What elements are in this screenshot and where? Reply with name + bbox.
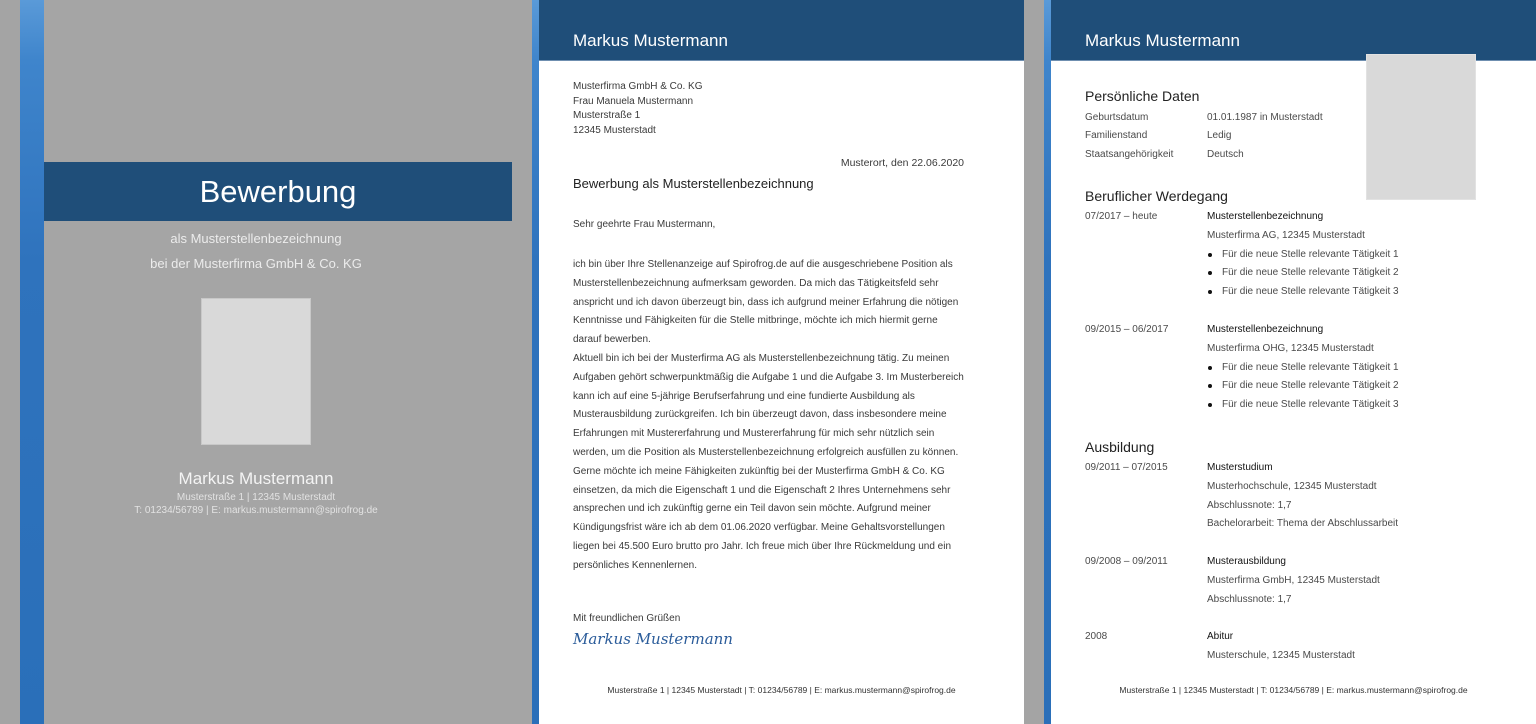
cover-title: Bewerbung <box>44 162 512 221</box>
bullet-text: Für die neue Stelle relevante Tätigkeit 1 <box>1222 248 1399 260</box>
letter-closing: Mit freundlichen Grüßen <box>573 613 681 624</box>
entry-employer: Musterfirma AG, 12345 Musterstadt <box>1207 229 1365 241</box>
letter-paragraph: ich bin über Ihre Stellenanzeige auf Spirofrog.de auf die ausgeschriebene Position als Musterstellenbezeichnung aufmerksam geworden. Da mich das Tätigkeitsfeld sehr anspricht und ich davon überzeugt bin, dass ich aufgrund meiner Erfahrung die nötigen Kenntnisse und Fähigkeiten für die Stelle mitbringe, möchte ich mich hiermit gerne darauf bewerben. <box>573 259 959 346</box>
section-title-career: Beruflicher Werdegang <box>1085 188 1228 204</box>
letter-salutation: Sehr geehrte Frau Mustermann, <box>573 219 716 230</box>
letter-footer: Musterstraße 1 | 12345 Musterstadt | T: 01234/56789 | E: markus.mustermann@spirofrog.de <box>607 685 956 695</box>
letter-paragraph: Gerne möchte ich meine Fähigkeiten zukünftig bei der Musterfirma GmbH & Co. KG einsetzen, da mich die Eigenschaft 1 und die Eigenschaft 2 Ihres Unternehmens sehr ansprechen und ich zukünftig gerne ein Teil davon sein möchte. Aufgrund meiner Kündigungsfrist wäre ich ab dem 01.06.2020 verfügbar. Meine Gehaltsvorstellungen liegen bei 45.500 Euro brutto pro Jahr. Ich freue mich über Ihre Rückmeldung und ein persönliches Kennenlernen. <box>573 465 952 571</box>
entry-title: Abitur <box>1207 631 1234 642</box>
cover-page[interactable] <box>44 0 532 724</box>
personal-label: Geburtsdatum <box>1085 112 1149 123</box>
personal-label: Familienstand <box>1085 130 1148 141</box>
letter-paragraph: Aktuell bin ich bei der Musterfirma AG als Musterstellenbezeichnung tätig. Zu meinen Aufgaben gehört schwerpunktmäßig die Aufgabe 1 und die Aufgabe 3. Im Musterbereich kann ich auf eine 5-jährige Berufserfahrung und eine fundierte Ausbildung als Musterausbildung zurückgreifen. Ich bin überzeugt davon, dass insbesondere meine Erfahrungen mit Mustererfahrung und Mustererfahrung für mich sehr nützlich sein werden, um die Position als Musterstellenbezeichnung erfolgreich ausfüllen zu können. <box>573 352 964 458</box>
entry-title: Musterstellenbezeichnung <box>1207 211 1324 222</box>
entry-line: Abschlussnote: 1,7 <box>1207 593 1292 605</box>
entry-title: Musterausbildung <box>1207 556 1286 567</box>
letter-header <box>539 0 1024 61</box>
letter-date: Musterort, den 22.06.2020 <box>840 157 964 169</box>
cv-photo-placeholder <box>1366 54 1476 200</box>
letter-accent-strip <box>532 0 539 724</box>
personal-label: Staatsangehörigkeit <box>1085 149 1174 160</box>
page-gap <box>1024 0 1044 724</box>
recipient-line: 12345 Musterstadt <box>573 124 656 136</box>
bullet-icon <box>1208 403 1212 407</box>
recipient-address <box>573 80 702 138</box>
bullet-icon <box>1208 253 1212 257</box>
entry-line: Musterschule, 12345 Musterstadt <box>1207 649 1355 661</box>
personal-row <box>1085 130 1231 141</box>
entry-bullet <box>1207 246 1399 265</box>
entry-line: Abschlussnote: 1,7 <box>1207 499 1292 511</box>
bullet-text: Für die neue Stelle relevante Tätigkeit 2 <box>1222 380 1399 392</box>
recipient-line: Frau Manuela Mustermann <box>573 95 694 107</box>
letter-header-name: Markus Mustermann <box>573 31 728 50</box>
bullet-text: Für die neue Stelle relevante Tätigkeit 3 <box>1222 286 1399 298</box>
cv-footer: Musterstraße 1 | 12345 Musterstadt | T: 01234/56789 | E: markus.mustermann@spirofrog.de <box>1119 685 1468 695</box>
personal-value: 01.01.1987 in Musterstadt <box>1207 112 1323 123</box>
entry-title: Musterstudium <box>1207 462 1273 473</box>
cover-contact: T: 01234/56789 | E: markus.mustermann@spirofrog.de <box>134 505 378 516</box>
recipient-line: Musterstraße 1 <box>573 110 641 121</box>
cv-accent-strip <box>1044 0 1051 724</box>
entry-date: 09/2008 – 09/2011 <box>1085 556 1168 567</box>
cover-accent-strip <box>20 0 44 724</box>
entry-title: Musterstellenbezeichnung <box>1207 324 1324 335</box>
recipient-line: Musterfirma GmbH & Co. KG <box>573 81 703 92</box>
personal-value: Ledig <box>1207 130 1232 141</box>
personal-value: Deutsch <box>1207 149 1244 160</box>
entry-bullet <box>1207 396 1399 415</box>
entry-bullet <box>1207 264 1399 283</box>
entry-date: 09/2015 – 06/2017 <box>1085 324 1169 335</box>
bullet-icon <box>1208 290 1212 294</box>
bullet-text: Für die neue Stelle relevante Tätigkeit 1 <box>1222 361 1399 373</box>
entry-date: 07/2017 – heute <box>1085 211 1158 222</box>
letter-body <box>573 256 968 576</box>
bullet-text: Für die neue Stelle relevante Tätigkeit 2 <box>1222 267 1399 279</box>
bullet-text: Für die neue Stelle relevante Tätigkeit 3 <box>1222 399 1399 411</box>
section-title-personal: Persönliche Daten <box>1085 88 1200 104</box>
entry-line: Musterfirma GmbH, 12345 Musterstadt <box>1207 574 1380 586</box>
entry-bullet <box>1207 359 1399 378</box>
cover-name: Markus Mustermann <box>178 469 334 488</box>
entry-employer: Musterfirma OHG, 12345 Musterstadt <box>1207 342 1374 354</box>
cover-subtitle-company: bei der Musterfirma GmbH & Co. KG <box>150 256 362 271</box>
entry-line: Musterhochschule, 12345 Musterstadt <box>1207 480 1377 492</box>
letter-page[interactable] <box>539 0 1024 724</box>
cover-address: Musterstraße 1 | 12345 Musterstadt <box>176 492 336 503</box>
bullet-icon <box>1208 366 1212 370</box>
entry-line: Bachelorarbeit: Thema der Abschlussarbeit <box>1207 518 1399 530</box>
cover-photo-placeholder <box>201 298 311 445</box>
section-title-education: Ausbildung <box>1085 439 1155 455</box>
cv-page[interactable] <box>1051 0 1536 724</box>
cv-header <box>1051 0 1536 61</box>
bullet-icon <box>1208 271 1212 275</box>
bullet-icon <box>1208 384 1212 388</box>
entry-date: 2008 <box>1085 631 1108 642</box>
entry-bullet <box>1207 377 1399 396</box>
letter-signature: Markus Mustermann <box>573 630 733 648</box>
letter-subject: Bewerbung als Musterstellenbezeichnung <box>573 176 814 191</box>
cv-header-name: Markus Mustermann <box>1085 31 1240 50</box>
personal-row <box>1085 149 1244 160</box>
entry-date: 09/2011 – 07/2015 <box>1085 462 1168 473</box>
entry-bullet <box>1207 283 1399 302</box>
personal-row <box>1085 112 1323 123</box>
cover-subtitle-position: als Musterstellenbezeichnung <box>170 231 342 246</box>
